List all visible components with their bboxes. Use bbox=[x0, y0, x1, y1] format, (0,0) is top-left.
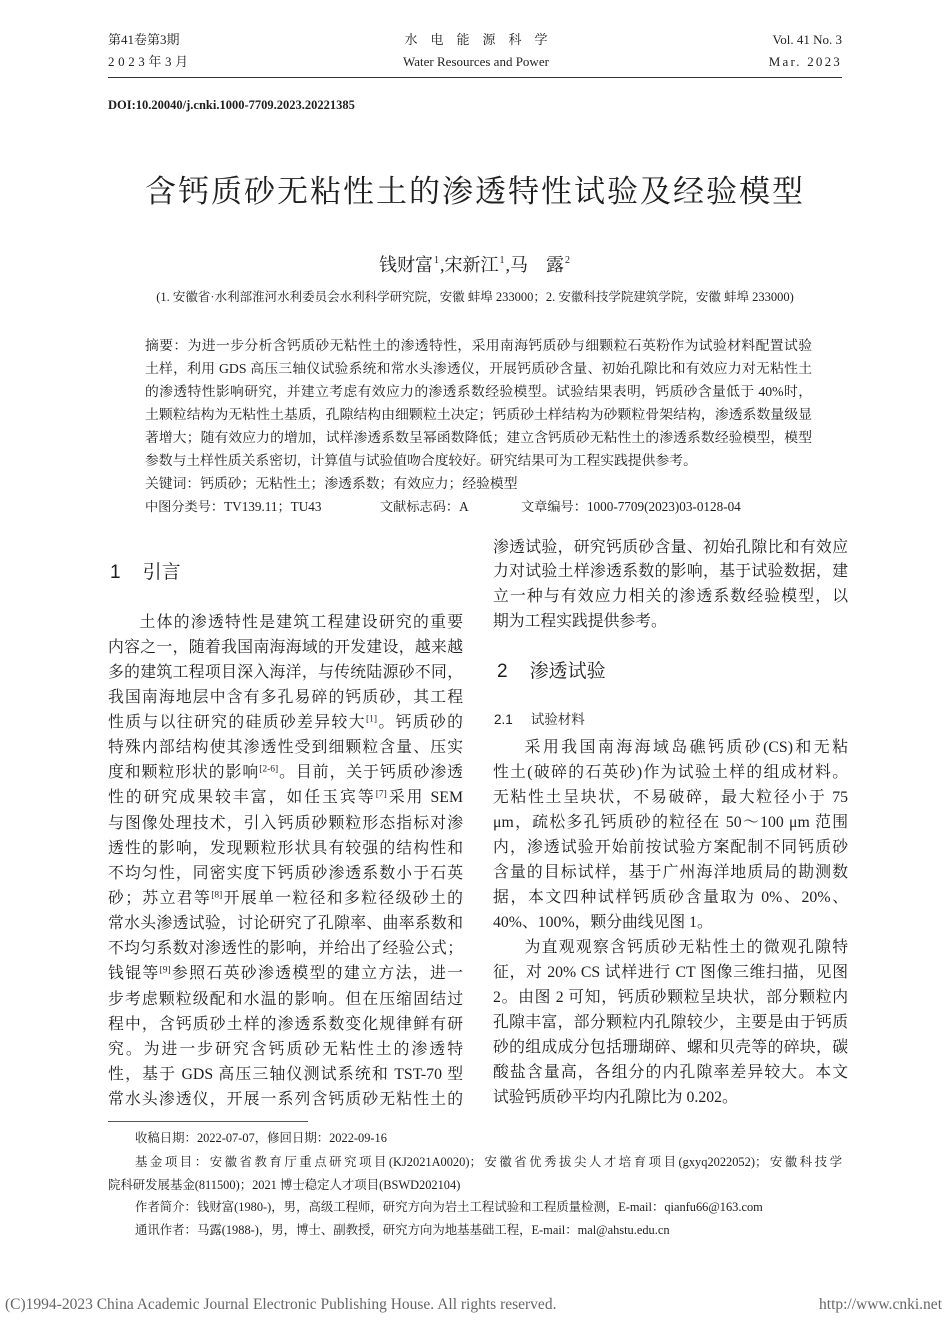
body-line bbox=[108, 685, 463, 710]
header-center bbox=[326, 29, 626, 73]
header-right bbox=[769, 29, 842, 73]
line-text: 性的研究成果较丰富，如任玉宾等 bbox=[108, 789, 376, 807]
funding-text: 安徽省教育厅重点研究项目(KJ2021A0020)；安徽省优秀拔尖人才培育项目(gxyq2022052)；安徽科技学 bbox=[209, 1154, 842, 1169]
keywords-text: 钙质砂；无粘性土；渗透系数；有效应力；经验模型 bbox=[200, 475, 518, 491]
materials-paragraph-2 bbox=[493, 935, 848, 1110]
author-separator: , bbox=[440, 255, 445, 275]
body-line bbox=[493, 860, 848, 885]
body-line bbox=[108, 785, 463, 810]
body-line bbox=[108, 987, 463, 1012]
line-text: 试验钙质砂平均内孔隙比为 0.202。 bbox=[493, 1088, 738, 1106]
document-code-value: A bbox=[459, 498, 469, 514]
citation-ref: [9] bbox=[159, 965, 171, 976]
clc-label: 中图分类号： bbox=[145, 498, 225, 514]
publication-date-cn: 2023年3月 bbox=[108, 54, 192, 69]
line-text: 常水头渗透仪，开展一系列含钙质砂无粘性土的 bbox=[108, 1091, 463, 1109]
body-line bbox=[108, 911, 463, 936]
line-text: 无粘性土呈块状，不易破碎，最大粒径小于 75 bbox=[493, 788, 848, 806]
body-line bbox=[108, 961, 463, 986]
body-line bbox=[493, 885, 848, 910]
line-text: 参数与土样性质关系密切，计算值与试验值吻合度较好。研究结果可为工程实践提供参考。 bbox=[145, 452, 697, 468]
author-bio-note bbox=[135, 1196, 935, 1219]
line-text: 程中，含钙质砂土样的渗透系数变化规律鲜有研 bbox=[108, 1015, 463, 1033]
body-line bbox=[493, 960, 848, 985]
line-text: 。目前，关于钙质砂渗透 bbox=[278, 764, 463, 782]
line-text: 性质与以往研究的硅质砂差异较大 bbox=[108, 714, 366, 732]
section-number: 1 bbox=[110, 562, 121, 583]
body-line bbox=[108, 635, 463, 660]
abstract-line bbox=[145, 426, 812, 449]
body-line bbox=[493, 760, 848, 785]
line-text: 征，对 20% CS 试样进行 CT 图像三维扫描，见图 bbox=[493, 963, 848, 981]
intro-text-left-column bbox=[108, 610, 463, 1113]
line-text: 参照石英砂渗透模型的建立方法，进一 bbox=[170, 965, 463, 983]
body-line bbox=[493, 610, 848, 635]
body-line bbox=[108, 1012, 463, 1037]
line-text: 渗透试验，研究钙质砂含量、初始孔隙比和有效应 bbox=[493, 538, 848, 556]
body-line bbox=[493, 985, 848, 1010]
body-line bbox=[108, 1037, 463, 1062]
line-text: 40%、100%，颗分曲线见图 1。 bbox=[493, 913, 713, 931]
body-line bbox=[493, 536, 848, 561]
body-line bbox=[108, 886, 463, 911]
line-text: 孔隙丰富，部分颗粒内孔隙较少，主要是由于钙质 bbox=[493, 1013, 848, 1031]
body-line bbox=[493, 810, 848, 835]
line-text: 度和颗粒形状的影响 bbox=[108, 764, 260, 782]
funding-label: 基金项目： bbox=[135, 1154, 210, 1169]
author-name: 马 露 bbox=[510, 255, 564, 275]
subsection-title: 试验材料 bbox=[530, 712, 585, 727]
line-text: 为直观观察含钙质砂无粘性土的微观孔隙特 bbox=[524, 938, 848, 956]
received-label: 收稿日期： bbox=[135, 1130, 197, 1145]
section-heading-permeability-test bbox=[497, 660, 606, 684]
intro-text-right-column bbox=[493, 536, 848, 635]
citation-ref: [1] bbox=[365, 714, 377, 725]
line-text: 著增大；随有效应力的增加，试样渗透系数呈幂函数降低；建立含钙质砂无粘性土的渗透系数经验模型，模型 bbox=[145, 429, 812, 445]
citation-ref: [7] bbox=[375, 789, 387, 800]
footnote-rule bbox=[108, 1121, 308, 1122]
line-text: 内，渗透试验开始前按试验方案配制不同钙质砂 bbox=[493, 838, 848, 856]
body-line bbox=[493, 835, 848, 860]
body-line bbox=[493, 1060, 848, 1085]
abstract-line bbox=[145, 380, 812, 403]
paper-title: 含钙质砂无粘性土的渗透特性试验及经验模型 bbox=[145, 174, 805, 209]
body-line bbox=[493, 1010, 848, 1035]
line-text: 土颗粒结构为无粘性土基质，孔隙结构由细颗粒土决定；钙质砂土样结构为砂颗粒骨架结构，渗透系数量级显 bbox=[145, 406, 812, 422]
abstract-line bbox=[145, 357, 812, 380]
abstract-line bbox=[145, 403, 812, 426]
body-line bbox=[493, 785, 848, 810]
author-separator: , bbox=[505, 255, 510, 275]
line-text: 2。由图 2 可知，钙质砂颗粒呈块状，部分颗粒内 bbox=[493, 988, 848, 1006]
subsection-number: 2.1 bbox=[494, 712, 513, 727]
materials-paragraph-1 bbox=[493, 735, 848, 935]
abstract bbox=[145, 334, 812, 472]
body-line bbox=[493, 585, 848, 610]
body-line bbox=[108, 660, 463, 685]
author-bio-text: 钱财富(1980-)，男，高级工程师，研究方向为岩土工程试验和工程质量检测，E-mail：qianfu66@163.com bbox=[196, 1199, 763, 1214]
affiliations: (1. 安徽省·水利部淮河水利委员会水利科学研究院，安徽 蚌埠 233000；2. 安徽科技学院建筑学院，安徽 蚌埠 233000) bbox=[156, 290, 794, 304]
author-bio-label: 作者简介： bbox=[135, 1199, 197, 1214]
funding-text: 院科研发展基金(811500)；2021 博士稳定人才项目(BSWD202104) bbox=[108, 1177, 461, 1192]
received-date-note bbox=[135, 1127, 915, 1150]
line-text: 步考虑颗粒级配和水温的影响。但在压缩固结过 bbox=[108, 990, 463, 1008]
line-text: 含量的目标试样，基于广州海洋地质局的勘测数 bbox=[493, 863, 848, 881]
line-text: 土样，利用 GDS 高压三轴仪试验系统和常水头渗透仪，开展钙质砂含量、初始孔隙比和有效应力对无粘性土 bbox=[145, 360, 812, 376]
body-line bbox=[108, 1087, 463, 1112]
affiliation-mark: 2 bbox=[565, 255, 570, 266]
volume-issue-en: Vol. 41 No. 3 bbox=[772, 32, 842, 47]
line-text: 土体的渗透特性是建筑工程建设研究的重要 bbox=[139, 613, 463, 631]
corresponding-label: 通讯作者： bbox=[135, 1222, 197, 1237]
line-text: μm，疏松多孔钙质砂的粒径在 50～100 μm 范围 bbox=[493, 813, 848, 831]
body-line bbox=[493, 935, 848, 960]
line-text: 据，本文四种试样钙质砂含量取为 0%、20%、 bbox=[493, 888, 848, 906]
body-line bbox=[493, 735, 848, 760]
line-text: 透性的影响，发现颗粒形状具有较强的结构性和 bbox=[108, 839, 463, 857]
line-text: 采用 SEM bbox=[386, 789, 463, 807]
body-line bbox=[108, 610, 463, 635]
body-line bbox=[493, 1035, 848, 1060]
section-heading-introduction bbox=[110, 561, 181, 585]
article-number-value: 1000-7709(2023)03-0128-04 bbox=[586, 498, 741, 514]
body-line bbox=[108, 735, 463, 760]
author-name: 宋新江 bbox=[444, 255, 499, 275]
section-label: 摘要： bbox=[145, 337, 188, 353]
article-number bbox=[521, 495, 741, 518]
body-line bbox=[108, 1062, 463, 1087]
line-text: 采用我国南海海域岛礁钙质砂(CS)和无粘 bbox=[524, 738, 848, 756]
keywords-label: 关键词： bbox=[145, 475, 201, 491]
line-text: 为进一步分析含钙质砂无粘性土的渗透特性，采用南海钙质砂与细颗粒石英粉作为试验材料配置试验 bbox=[187, 337, 812, 353]
document-code bbox=[380, 495, 469, 518]
line-text: 性，基于 GDS 高压三轴仪测试系统和 TST-70 型 bbox=[108, 1066, 463, 1084]
body-line bbox=[493, 560, 848, 585]
citation-ref: [8] bbox=[211, 890, 223, 901]
line-text: 期为工程实践提供参考。 bbox=[493, 612, 667, 630]
line-text: 砂的组成成分包括珊瑚碎、螺和贝壳等的碎块，碳 bbox=[493, 1038, 848, 1056]
line-text: 的渗透特性影响研究，并建立考虑有效应力的渗透系数经验模型。试验结果表明，钙质砂含量低于 40%时， bbox=[145, 383, 812, 399]
journal-name-cn: 水电能源科学 bbox=[404, 32, 561, 47]
abstract-line bbox=[145, 449, 812, 472]
doi: DOI:10.20040/j.cnki.1000-7709.2023.20221385 bbox=[108, 98, 355, 112]
clc-number bbox=[145, 495, 321, 518]
clc-value: TV139.11；TU43 bbox=[224, 498, 322, 514]
line-text: 砂；苏立君等 bbox=[108, 890, 212, 908]
author-list bbox=[0, 253, 950, 277]
corresponding-author-note bbox=[135, 1219, 935, 1242]
line-text: 。钙质砂的 bbox=[377, 714, 463, 732]
line-text: 不均匀性，同密实度下钙质砂渗透系数小于石英 bbox=[108, 864, 463, 882]
line-text: 多的建筑工程项目深入海洋，与传统陆源砂不同， bbox=[108, 663, 463, 681]
line-text: 我国南海地层中含有多孔易碎的钙质砂，其工程 bbox=[108, 688, 463, 706]
subsection-heading-test-materials bbox=[494, 711, 585, 729]
affiliation-mark: 1 bbox=[434, 255, 439, 266]
funding-note-continued bbox=[108, 1174, 908, 1197]
affiliation-mark: 1 bbox=[499, 255, 505, 266]
line-text: 开展单一粒径和多粒径级砂土的 bbox=[222, 890, 463, 908]
document-code-label: 文献标志码： bbox=[380, 498, 460, 514]
line-text: 究。为进一步研究含钙质砂无粘性土的渗透特 bbox=[108, 1040, 463, 1058]
cnki-url: http://www.cnki.net bbox=[819, 1296, 942, 1313]
line-text: 钱锟等 bbox=[108, 965, 160, 983]
line-text: 特殊内部结构使其渗透性受到细颗粒含量、压实 bbox=[108, 739, 463, 757]
header-rule bbox=[108, 77, 842, 78]
section-number: 2 bbox=[497, 661, 508, 682]
line-text: 常水头渗透试验，讨论研究了孔隙率、曲率系数和 bbox=[108, 915, 463, 933]
copyright-notice: (C)1994-2023 China Academic Journal Electronic Publishing House. All rights reserved. bbox=[5, 1296, 557, 1313]
line-text: 不均匀系数对渗透性的影响，并给出了经验公式； bbox=[108, 940, 463, 958]
body-line bbox=[108, 861, 463, 886]
journal-name-en: Water Resources and Power bbox=[403, 54, 549, 69]
line-text: 力对试验土样渗透系数的影响，基于试验数据，建 bbox=[493, 563, 848, 581]
body-line bbox=[108, 836, 463, 861]
line-text: 内容之一，随着我国南海海域的开发建设，越来越 bbox=[108, 638, 463, 656]
body-line bbox=[108, 811, 463, 836]
line-text: 酸盐含量高，各组分的内孔隙率差异较大。本文 bbox=[493, 1063, 848, 1081]
article-number-label: 文章编号： bbox=[521, 498, 587, 514]
corresponding-text: 马露(1988-)，男，博士、副教授，研究方向为地基基础工程，E-mail：mal@ahstu.edu.cn bbox=[196, 1222, 670, 1237]
section-title: 引言 bbox=[142, 562, 181, 583]
body-line bbox=[108, 710, 463, 735]
body-line bbox=[108, 760, 463, 785]
volume-issue: 第41卷第3期 bbox=[108, 32, 180, 47]
section-title: 渗透试验 bbox=[529, 661, 606, 682]
line-text: 立一种与有效应力相关的渗透系数经验模型，以 bbox=[493, 588, 848, 606]
line-text: 性土(破碎的石英砂)作为试验土样的组成材料。 bbox=[493, 763, 848, 781]
body-line bbox=[108, 936, 463, 961]
publication-date-en: Mar. 2023 bbox=[768, 54, 842, 69]
body-line bbox=[493, 1085, 848, 1110]
author-name: 钱财富 bbox=[379, 255, 433, 275]
line-text: 与图像处理技术，引入钙质砂颗粒形态指标对渗 bbox=[108, 814, 463, 832]
citation-ref: [2-6] bbox=[259, 764, 279, 775]
keywords bbox=[145, 472, 812, 495]
body-line bbox=[493, 910, 848, 935]
funding-note bbox=[135, 1151, 842, 1174]
abstract-line bbox=[145, 334, 812, 357]
header-left bbox=[108, 29, 192, 73]
received-text: 2022-07-07，修回日期：2022-09-16 bbox=[196, 1130, 387, 1145]
